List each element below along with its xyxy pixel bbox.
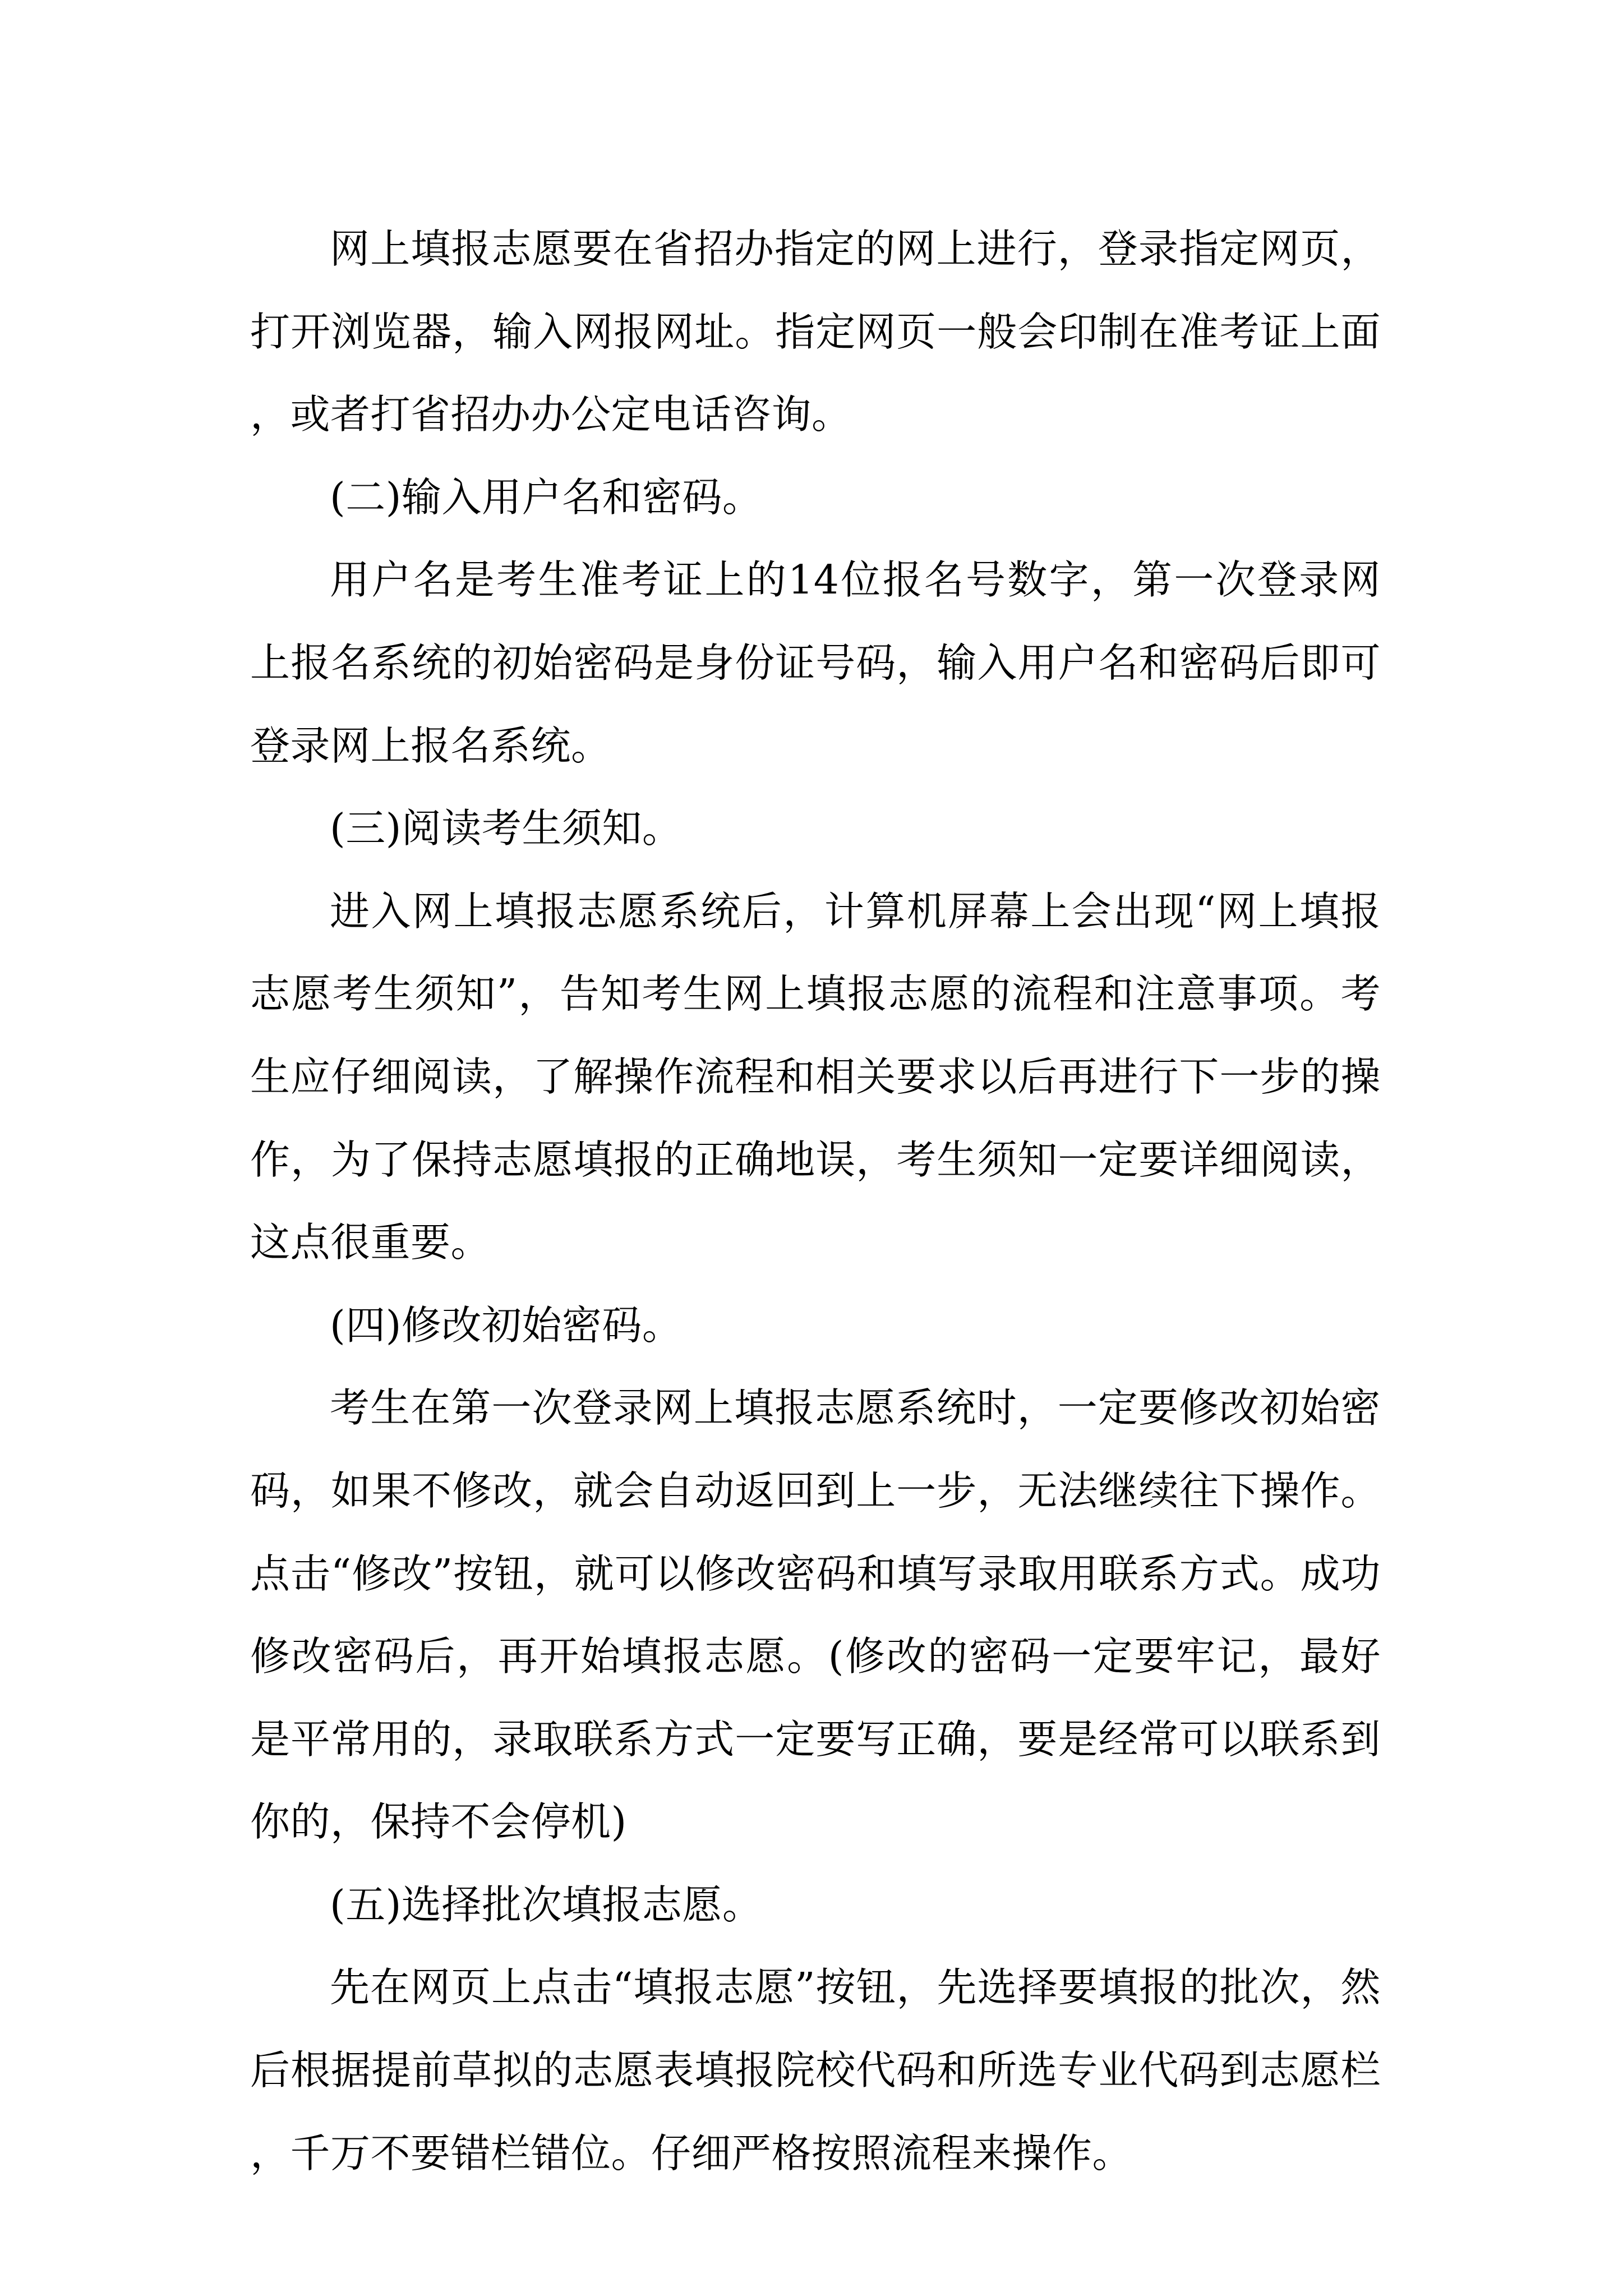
- section-heading-change-password: (四)修改初始密码。: [330, 1301, 683, 1349]
- paragraph-select-batch: 先在网页上点击“填报志愿”按钮，先选择要填报的批次，然后根据提前草拟的志愿表填报院校代码和所选专业代码到志愿栏，千万不要错栏错位。仔细严格按照流程来操作。: [250, 1964, 1381, 2177]
- section-heading-select-batch: (五)选择批次填报志愿。: [330, 1881, 763, 1928]
- paragraph-read-notice: 进入网上填报志愿系统后，计算机屏幕上会出现“网上填报志愿考生须知”，告知考生网上填报志愿的流程和注意事项。考生应仔细阅读，了解操作流程和相关要求以后再进行下一步的操作，为了保持志愿填报的正确地误，考生须知一定要详细阅读，这点很重要。: [250, 887, 1381, 1266]
- paragraph-login-website: 网上填报志愿要在省招办指定的网上进行，登录指定网页，打开浏览器，输入网报网址。指定网页一般会印制在准考证上面，或者打省招办办公定电话咨询。: [250, 226, 1381, 438]
- section-heading-read-notice: (三)阅读考生须知。: [330, 805, 683, 852]
- section-heading-username-password: (二)输入用户名和密码。: [330, 473, 763, 521]
- paragraph-username-password: 用户名是考生准考证上的14位报名号数字，第一次登录网上报名系统的初始密码是身份证号码，输入用户名和密码后即可登录网上报名系统。: [250, 556, 1381, 769]
- paragraph-change-password: 考生在第一次登录网上填报志愿系统时，一定要修改初始密码，如果不修改，就会自动返回到上一步，无法继续往下操作。点击“修改”按钮，就可以修改密码和填写录取用联系方式。成功修改密码后，再开始填报志愿。(修改的密码一定要牢记，最好是平常用的，录取联系方式一定要写正确，要是经常可以联系到你的，保持不会停机): [250, 1384, 1381, 1846]
- document-page: [250, 208, 1381, 2194]
